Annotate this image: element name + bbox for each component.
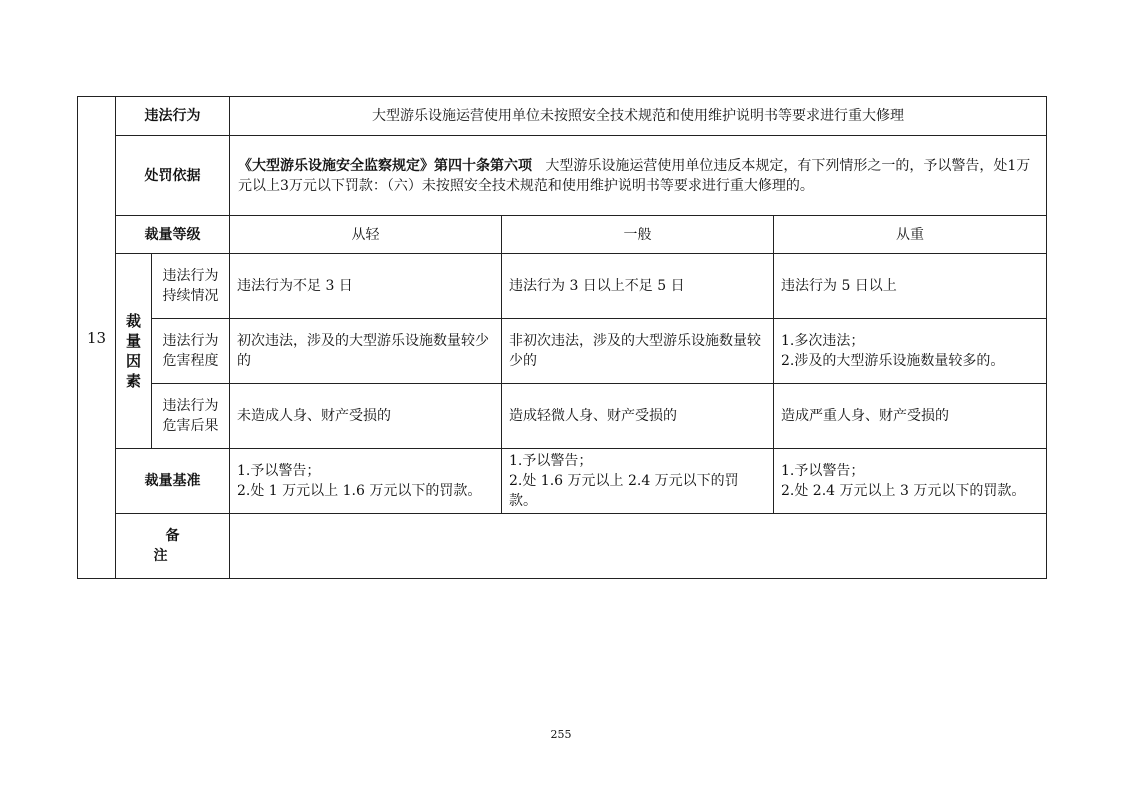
basis-law: 《大型游乐设施安全监察规定》第四十条第六项 xyxy=(238,157,532,174)
factor-name-severity xyxy=(152,319,230,384)
cell-line: 的 xyxy=(237,353,251,369)
severity-light xyxy=(230,319,502,384)
factor-group-char: 裁 xyxy=(125,312,141,330)
remarks-row xyxy=(78,514,1047,579)
duration-heavy xyxy=(774,254,1047,319)
consequence-heavy xyxy=(774,384,1047,449)
level-heavy: 从重 xyxy=(774,216,1047,254)
cell-line: 违法行为 3 日以上不足 5 日 xyxy=(509,278,685,294)
factor-row-consequence xyxy=(78,384,1047,449)
remarks-label: 备注 xyxy=(116,514,230,579)
cell-line: 非初次违法，涉及的大型游乐设施数量较 xyxy=(509,333,761,349)
basis-row xyxy=(78,136,1047,216)
cell-line: 违法行为 5 日以上 xyxy=(781,278,897,294)
standard-heavy xyxy=(774,449,1047,514)
basis-text: 大型游乐设施运营使用单位违反本规定，有下列情形之一的，予以警告，处1万元以上3万元以下罚款：（六）未按照安全技术规范和使用维护说明书等要求进行重大修理的。 xyxy=(238,157,1031,194)
cell-line: 造成严重人身、财产受损的 xyxy=(781,408,949,424)
factor-name-consequence xyxy=(152,384,230,449)
factor-name-duration xyxy=(152,254,230,319)
severity-heavy xyxy=(774,319,1047,384)
standard-label: 裁量基准 xyxy=(116,449,230,514)
factor-group-label xyxy=(116,254,152,449)
duration-normal xyxy=(502,254,774,319)
remarks-value xyxy=(230,514,1047,579)
penalty-discretion-table xyxy=(77,96,1047,579)
factor-row-severity xyxy=(78,319,1047,384)
factor-name-line: 违法行为 xyxy=(162,398,219,414)
cell-line: 初次违法，涉及的大型游乐设施数量较少 xyxy=(237,333,489,349)
violation-row xyxy=(78,97,1047,136)
duration-light xyxy=(230,254,502,319)
factor-group-char: 因 xyxy=(125,352,141,370)
violation-label: 违法行为 xyxy=(116,97,230,136)
standard-light xyxy=(230,449,502,514)
level-normal: 一般 xyxy=(502,216,774,254)
standard-normal xyxy=(502,449,774,514)
factor-name-line: 违法行为 xyxy=(162,268,219,284)
factor-name-line: 违法行为 xyxy=(162,333,219,349)
cell-line: 2.处 1 万元以上 1.6 万元以下的罚款。 xyxy=(237,483,482,499)
cell-line: 1.予以警告； xyxy=(781,463,865,479)
consequence-light xyxy=(230,384,502,449)
factor-name-line: 危害后果 xyxy=(162,418,219,434)
consequence-normal xyxy=(502,384,774,449)
case-number: 13 xyxy=(78,97,116,579)
page-number: 255 xyxy=(550,728,572,741)
factor-row-duration xyxy=(78,254,1047,319)
cell-line: 2.处 1.6 万元以上 2.4 万元以下的罚款。 xyxy=(509,473,739,509)
levels-label: 裁量等级 xyxy=(116,216,230,254)
cell-line: 1.予以警告； xyxy=(509,453,593,469)
level-light: 从轻 xyxy=(230,216,502,254)
factor-name-line: 危害程度 xyxy=(162,353,219,369)
violation-text: 大型游乐设施运营使用单位未按照安全技术规范和使用维护说明书等要求进行重大修理 xyxy=(230,97,1047,136)
cell-line: 造成轻微人身、财产受损的 xyxy=(509,408,677,424)
basis-cell xyxy=(230,136,1047,216)
severity-normal xyxy=(502,319,774,384)
cell-line: 未造成人身、财产受损的 xyxy=(237,408,391,424)
standard-row xyxy=(78,449,1047,514)
factor-name-line: 持续情况 xyxy=(162,288,219,304)
factor-group-char: 量 xyxy=(125,332,141,350)
cell-line: 1.多次违法； xyxy=(781,333,865,349)
factor-group-char: 素 xyxy=(125,372,141,390)
cell-line: 2.处 2.4 万元以上 3 万元以下的罚款。 xyxy=(781,483,1026,499)
cell-line: 少的 xyxy=(509,353,537,369)
basis-label: 处罚依据 xyxy=(116,136,230,216)
cell-line: 违法行为不足 3 日 xyxy=(237,278,353,294)
cell-line: 1.予以警告； xyxy=(237,463,321,479)
cell-line: 2.涉及的大型游乐设施数量较多的。 xyxy=(781,353,1005,369)
levels-row xyxy=(78,216,1047,254)
